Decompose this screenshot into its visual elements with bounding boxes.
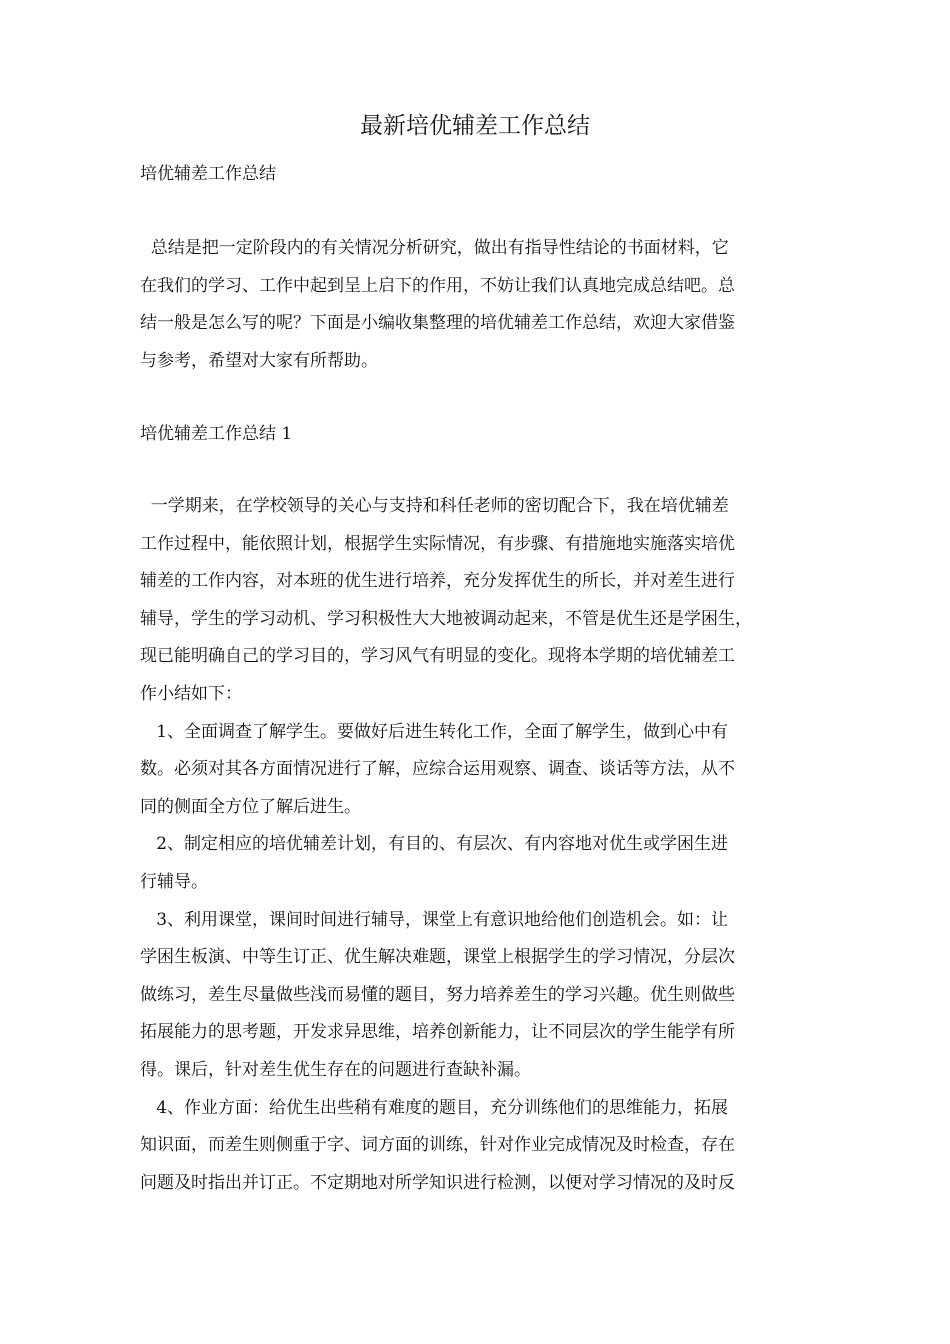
body-line: 1、全面调查了解学生。要做好后进生转化工作，全面了解学生，做到心中有 — [140, 721, 729, 742]
body-line: 作小结如下： — [140, 683, 242, 704]
intro-line: 在我们的学习、工作中起到呈上启下的作用，不妨让我们认真地完成总结吧。总 — [140, 275, 735, 296]
intro-line: 结一般是怎么写的呢？下面是小编收集整理的培优辅差工作总结，欢迎大家借鉴 — [140, 313, 735, 334]
body-line: 行辅导。 — [140, 871, 208, 892]
body-paragraphs — [140, 488, 820, 1202]
body-line: 辅差的工作内容，对本班的优生进行培养，充分发挥优生的所长，并对差生进行 — [140, 571, 735, 592]
body-line: 拓展能力的思考题，开发求异思维，培养创新能力，让不同层次的学生能学有所 — [140, 1022, 735, 1043]
body-line: 现已能明确自己的学习目的，学习风气有明显的变化。现将本学期的培优辅差工 — [140, 646, 735, 667]
body-line: 一学期来，在学校领导的关心与支持和科任老师的密切配合下，我在培优辅差 — [140, 496, 729, 516]
body-line: 问题及时指出并订正。不定期地对所学知识进行检测，以便对学习情况的及时反 — [140, 1172, 735, 1193]
body-line: 数。必须对其各方面情况进行了解，应综合运用观察、调查、谈话等方法，从不 — [140, 759, 735, 780]
document-heading: 培优辅差工作总结 — [140, 164, 276, 184]
body-line: 辅导，学生的学习动机、学习积极性大大地被调动起来，不管是优生还是学困生， — [140, 608, 752, 629]
body-line: 得。课后，针对差生优生存在的问题进行查缺补漏。 — [140, 1059, 531, 1080]
body-line: 同的侧面全方位了解后进生。 — [140, 796, 361, 817]
body-line: 做练习，差生尽量做些浅而易懂的题目，努力培养差生的学习兴趣。优生则做些 — [140, 984, 735, 1005]
document-title: 最新培优辅差工作总结 — [360, 113, 590, 139]
section-heading: 培优辅差工作总结 1 — [140, 424, 293, 444]
body-line: 2、制定相应的培优辅差计划，有目的、有层次、有内容地对优生或学困生进 — [140, 834, 729, 855]
body-line: 知识面，而差生则侧重于字、词方面的训练，针对作业完成情况及时检查，存在 — [140, 1135, 735, 1156]
body-line: 学困生板演、中等生订正、优生解决难题，课堂上根据学生的学习情况，分层次 — [140, 947, 735, 968]
intro-paragraph — [140, 230, 820, 380]
intro-line: 总结是把一定阶段内的有关情况分析研究，做出有指导性结论的书面材料，它 — [140, 238, 729, 258]
body-line: 工作过程中，能依照计划，根据学生实际情况，有步骤、有措施地实施落实培优 — [140, 533, 735, 554]
body-line: 3、利用课堂，课间时间进行辅导，课堂上有意识地给他们创造机会。如：让 — [140, 909, 729, 930]
intro-line: 与参考，希望对大家有所帮助。 — [140, 350, 378, 371]
body-line: 4、作业方面：给优生出些稍有难度的题目，充分训练他们的思维能力，拓展 — [140, 1097, 729, 1118]
